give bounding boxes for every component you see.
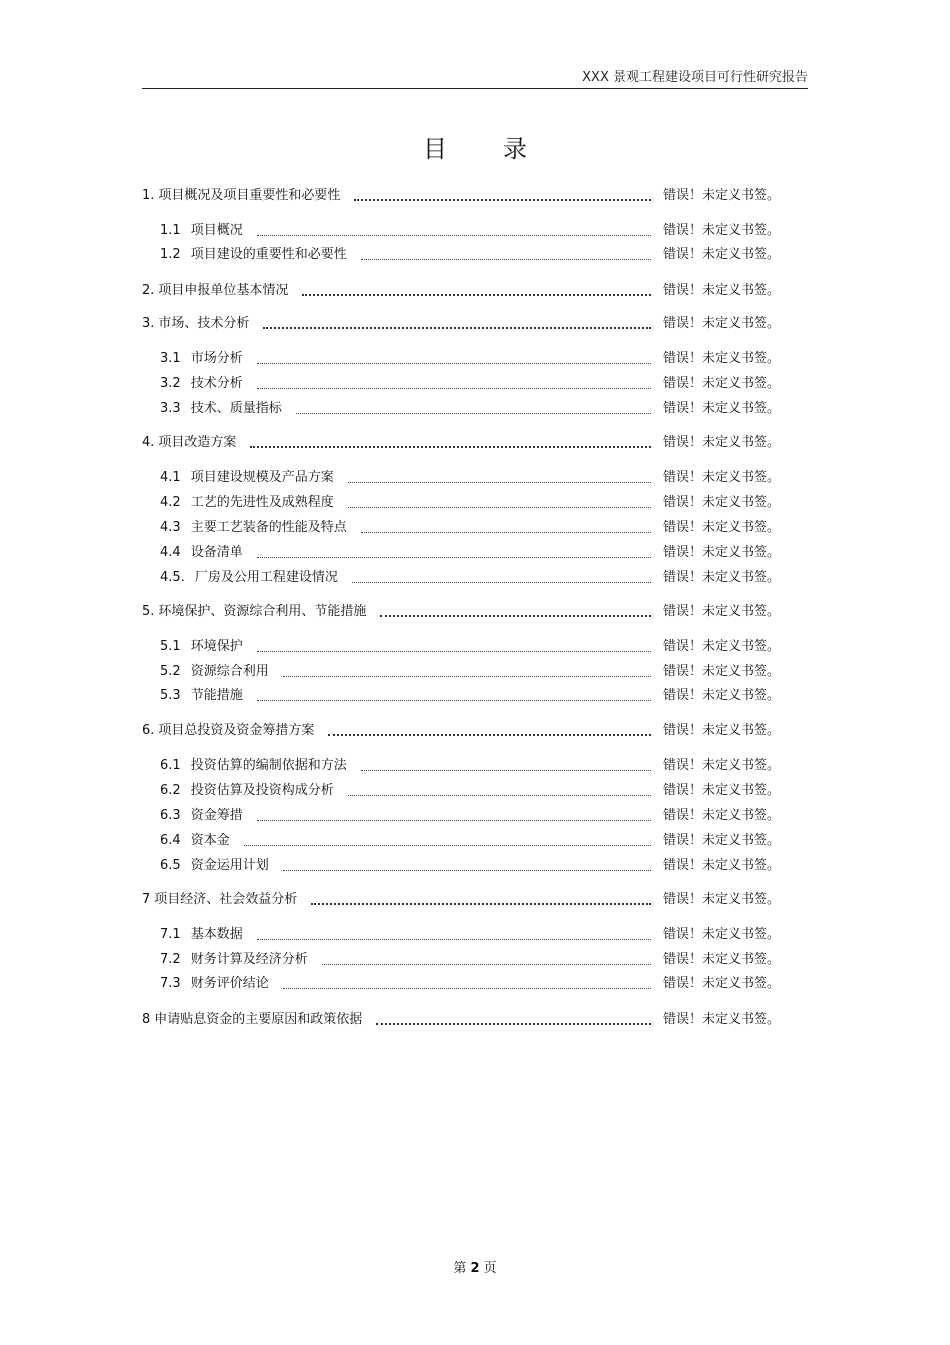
toc-entry-label: 资源综合利用	[190, 664, 269, 679]
toc-entry-number: 6.3	[160, 808, 181, 823]
toc-entry-label: 项目概况及项目重要性和必要性	[158, 188, 341, 203]
toc-entry-number: 7.1	[160, 927, 181, 942]
toc-entry-number: 6.1	[160, 758, 181, 773]
toc-entry-number: 1.	[142, 188, 155, 203]
toc-page-ref: 错误！未定义书签。	[663, 952, 781, 967]
toc-entry-label: 资本金	[190, 833, 230, 848]
toc-dot-leader	[244, 845, 651, 846]
toc-dot-leader	[257, 820, 651, 821]
toc-dot-leader	[283, 870, 651, 871]
toc-entry-number: 7	[142, 892, 151, 907]
toc-title: 目录	[423, 135, 583, 163]
toc-entry-label: 主要工艺装备的性能及特点	[190, 520, 347, 535]
toc-page-ref: 错误！未定义书签。	[663, 188, 781, 203]
toc-entry-label: 项目建设规模及产品方案	[190, 470, 334, 485]
toc-entry-label: 节能措施	[190, 688, 243, 703]
toc-dot-leader	[283, 676, 651, 677]
toc-entry[interactable]	[142, 315, 787, 333]
toc-page-ref: 错误！未定义书签。	[663, 351, 781, 366]
toc-dot-leader	[257, 388, 651, 389]
page-number: 2	[470, 1261, 480, 1276]
toc-entry[interactable]	[160, 832, 787, 850]
toc-page-ref: 错误！未定义书签。	[663, 283, 781, 298]
toc-page-ref: 错误！未定义书签。	[663, 664, 781, 679]
toc-entry-label: 环境保护	[190, 639, 243, 654]
toc-page-ref: 错误！未定义书签。	[663, 435, 781, 450]
toc-entry-label: 市场、技术分析	[158, 316, 250, 331]
toc-entry[interactable]	[160, 857, 787, 875]
toc-entry-label: 项目概况	[190, 223, 243, 238]
toc-page-ref: 错误！未定义书签。	[663, 688, 781, 703]
toc-entry-number: 4.2	[160, 495, 181, 510]
toc-entry[interactable]	[160, 807, 787, 825]
toc-entry[interactable]	[142, 722, 787, 740]
toc-entry-number: 4.3	[160, 520, 181, 535]
toc-dot-leader	[361, 532, 651, 533]
page-footer	[0, 1257, 950, 1276]
toc-page-ref: 错误！未定义书签。	[663, 1012, 781, 1027]
toc-entry-label: 环境保护、资源综合利用、节能措施	[158, 604, 367, 619]
page-header	[142, 68, 808, 89]
toc-entry-label: 厂房及公用工程建设情况	[194, 570, 338, 585]
toc-dot-leader	[296, 413, 651, 414]
toc-dot-leader	[380, 615, 651, 617]
toc-entry[interactable]	[160, 687, 787, 705]
toc-entry-label: 设备清单	[190, 545, 243, 560]
toc-page-ref: 错误！未定义书签。	[663, 976, 781, 991]
toc-page-ref: 错误！未定义书签。	[663, 545, 781, 560]
toc-dot-leader	[302, 294, 651, 296]
toc-entry[interactable]	[142, 891, 787, 909]
toc-entry-number: 3.	[142, 316, 155, 331]
toc-entry-label: 财务评价结论	[190, 976, 269, 991]
toc-dot-leader	[250, 446, 651, 448]
toc-dot-leader	[352, 582, 651, 583]
toc-entry-number: 5.1	[160, 639, 181, 654]
toc-page-ref: 错误！未定义书签。	[663, 495, 781, 510]
toc-entry-number: 5.2	[160, 664, 181, 679]
toc-dot-leader	[257, 939, 651, 940]
toc-entry-number: 4.4	[160, 545, 181, 560]
toc-dot-leader	[328, 734, 651, 736]
toc-page-ref: 错误！未定义书签。	[663, 833, 781, 848]
toc-entry[interactable]	[142, 282, 787, 300]
toc-entry-label: 财务计算及经济分析	[190, 952, 308, 967]
toc-entry-number: 3.1	[160, 351, 181, 366]
toc-entry[interactable]	[160, 469, 787, 487]
toc-entry-number: 3.3	[160, 401, 181, 416]
toc-entry-number: 4.5.	[160, 570, 185, 585]
toc-entry-label: 投资估算及投资构成分析	[190, 783, 334, 798]
toc-entry-label: 项目总投资及资金筹措方案	[158, 723, 315, 738]
toc-entry-label: 项目经济、社会效益分析	[154, 892, 298, 907]
toc-page-ref: 错误！未定义书签。	[663, 401, 781, 416]
toc-page-ref: 错误！未定义书签。	[663, 604, 781, 619]
toc-entry[interactable]	[160, 544, 787, 562]
toc-entry-number: 5.	[142, 604, 155, 619]
toc-dot-leader	[348, 482, 651, 483]
toc-page-ref: 错误！未定义书签。	[663, 316, 781, 331]
toc-entry-label: 市场分析	[190, 351, 243, 366]
toc-entry[interactable]	[160, 975, 787, 993]
toc-entry-label: 基本数据	[190, 927, 243, 942]
toc-page-ref: 错误！未定义书签。	[663, 858, 781, 873]
toc-dot-leader	[348, 507, 651, 508]
toc-dot-leader	[311, 903, 651, 905]
toc-dot-leader	[348, 795, 651, 796]
toc-dot-leader	[263, 327, 651, 329]
toc-page-ref: 错误！未定义书签。	[663, 808, 781, 823]
toc-entry-number: 4.1	[160, 470, 181, 485]
toc-entry-label: 技术分析	[190, 376, 243, 391]
toc-page-ref: 错误！未定义书签。	[663, 783, 781, 798]
toc-page-ref: 错误！未定义书签。	[663, 570, 781, 585]
toc-page-ref: 错误！未定义书签。	[663, 892, 781, 907]
toc-entry[interactable]	[160, 222, 787, 240]
toc-entry[interactable]	[160, 494, 787, 512]
toc-page-ref: 错误！未定义书签。	[663, 520, 781, 535]
toc-entry[interactable]	[160, 663, 787, 681]
toc-entry-number: 8	[142, 1012, 151, 1027]
toc-entry[interactable]	[160, 375, 787, 393]
toc-page-ref: 错误！未定义书签。	[663, 723, 781, 738]
toc-entry[interactable]	[160, 246, 787, 264]
toc-dot-leader	[283, 988, 651, 989]
toc-dot-leader	[322, 964, 651, 965]
toc-dot-leader	[257, 363, 651, 364]
toc-entry-number: 2.	[142, 283, 155, 298]
toc-page-ref: 错误！未定义书签。	[663, 376, 781, 391]
toc-entry-label: 项目建设的重要性和必要性	[190, 247, 347, 262]
toc-entry[interactable]	[160, 350, 787, 368]
footer-suffix: 页	[483, 1261, 497, 1276]
toc-page-ref: 错误！未定义书签。	[663, 470, 781, 485]
toc-entry[interactable]	[160, 400, 787, 418]
toc-entry-label: 资金运用计划	[190, 858, 269, 873]
toc-entry[interactable]	[160, 782, 787, 800]
toc-page-ref: 错误！未定义书签。	[663, 639, 781, 654]
toc-entry-number: 6.	[142, 723, 155, 738]
toc-entry-label: 申请贴息资金的主要原因和政策依据	[154, 1012, 363, 1027]
toc-page-ref: 错误！未定义书签。	[663, 223, 781, 238]
toc-entry-number: 1.1	[160, 223, 181, 238]
toc-entry-number: 5.3	[160, 688, 181, 703]
footer-prefix: 第	[453, 1261, 467, 1276]
toc-entry-number: 6.4	[160, 833, 181, 848]
toc-dot-leader	[354, 199, 651, 201]
toc-entry-number: 7.2	[160, 952, 181, 967]
toc-dot-leader	[257, 651, 651, 652]
toc-page-ref: 错误！未定义书签。	[663, 927, 781, 942]
toc-dot-leader	[376, 1023, 651, 1025]
toc-dot-leader	[257, 700, 651, 701]
toc-entry-label: 项目申报单位基本情况	[158, 283, 289, 298]
toc-entry-label: 项目改造方案	[158, 435, 237, 450]
toc-entry[interactable]	[142, 187, 787, 205]
toc-entry-number: 3.2	[160, 376, 181, 391]
toc-entry[interactable]	[160, 926, 787, 944]
toc-entry[interactable]	[160, 569, 787, 587]
toc-entry[interactable]	[160, 951, 787, 969]
toc-entry-label: 工艺的先进性及成熟程度	[190, 495, 334, 510]
toc-entry-number: 7.3	[160, 976, 181, 991]
toc-entry[interactable]	[160, 638, 787, 656]
toc-entry[interactable]	[142, 603, 787, 621]
toc-entry-number: 1.2	[160, 247, 181, 262]
toc-page-ref: 错误！未定义书签。	[663, 758, 781, 773]
toc-entry-number: 6.2	[160, 783, 181, 798]
toc-entry-label: 资金筹措	[190, 808, 243, 823]
toc-page-ref: 错误！未定义书签。	[663, 247, 781, 262]
toc-entry-number: 6.5	[160, 858, 181, 873]
toc-dot-leader	[257, 235, 651, 236]
toc-dot-leader	[257, 557, 651, 558]
toc-entry[interactable]	[142, 1011, 787, 1029]
toc-entry[interactable]	[142, 434, 787, 452]
header-text: XXX 景观工程建设项目可行性研究报告	[582, 70, 808, 85]
toc-dot-leader	[361, 259, 651, 260]
toc-dot-leader	[361, 770, 651, 771]
toc-entry-label: 技术、质量指标	[190, 401, 282, 416]
toc-entry[interactable]	[160, 757, 787, 775]
toc-entry-label: 投资估算的编制依据和方法	[190, 758, 347, 773]
toc-entry-number: 4.	[142, 435, 155, 450]
toc-entry[interactable]	[160, 519, 787, 537]
